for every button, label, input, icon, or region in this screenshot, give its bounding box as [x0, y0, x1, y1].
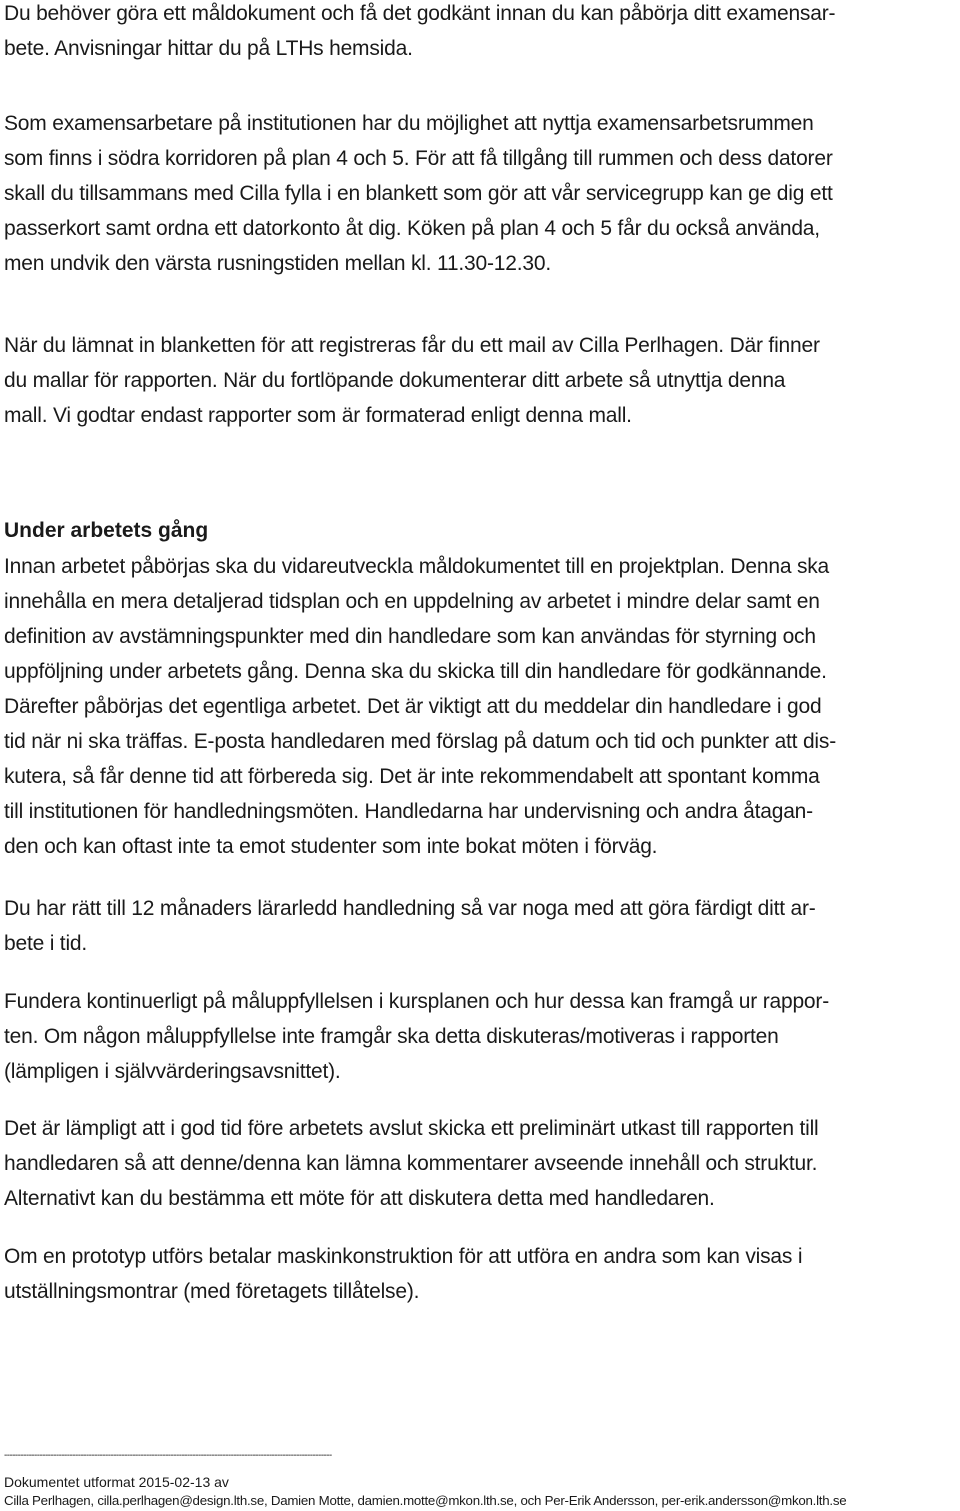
- text-line: tid när ni ska träffas. E-posta handledaren med förslag på datum och tid och punkter att dis-: [4, 730, 836, 753]
- text-line: mall. Vi godtar endast rapporter som är formaterad enligt denna mall.: [4, 404, 632, 427]
- paragraph-supervision-period: [4, 891, 956, 961]
- text-line: innehålla en mera detaljerad tidsplan och en uppdelning av arbetet i mindre delar samt en: [4, 590, 820, 613]
- paragraph-goal-fulfilment: [4, 984, 956, 1089]
- footer-authors: Cilla Perlhagen, cilla.perlhagen@design.lth.se, Damien Motte, damien.motte@mkon.lth.se, och Per-Erik Andersson, per-erik.andersson@mkon.lth.se: [4, 1493, 847, 1508]
- text-line: handledaren så att denne/denna kan lämna kommentarer avseende innehåll och struktur.: [4, 1152, 818, 1175]
- text-line: men undvik den värsta rusningstiden mellan kl. 11.30-12.30.: [4, 252, 551, 275]
- text-line: definition av avstämningspunkter med din handledare som kan användas för styrning och: [4, 625, 816, 648]
- text-line: Som examensarbetare på institutionen har du möjlighet att nyttja examensarbetsrummen: [4, 112, 814, 135]
- text-line: kutera, så får denne tid att förbereda sig. Det är inte rekommendabelt att spontant komma: [4, 765, 820, 788]
- text-line: När du lämnat in blanketten för att registreras får du ett mail av Cilla Perlhagen. Där finner: [4, 334, 820, 357]
- paragraph-prototype: [4, 1239, 956, 1309]
- text-line: den och kan oftast inte ta emot studenter som inte bokat möten i förväg.: [4, 835, 658, 858]
- text-line: du mallar för rapporten. När du fortlöpande dokumenterar ditt arbete så utnyttja denna: [4, 369, 786, 392]
- text-line: Innan arbetet påbörjas ska du vidareutveckla måldokumentet till en projektplan. Denna ska: [4, 555, 830, 578]
- footer-formatted-date: Dokumentet utformat 2015-02-13 av: [4, 1474, 229, 1490]
- text-line: (lämpligen i självvärderingsavsnittet).: [4, 1060, 341, 1083]
- text-line: till institutionen för handledningsmöten. Handledarna har undervisning och andra åtagan-: [4, 800, 813, 823]
- text-line: Om en prototyp utförs betalar maskinkonstruktion för att utföra en andra som kan visas i: [4, 1245, 803, 1268]
- text-line: Du har rätt till 12 månaders lärarledd handledning så var noga med att göra färdigt ditt ar-: [4, 897, 816, 920]
- text-line: Fundera kontinuerligt på måluppfyllelsen i kursplanen och hur dessa kan framgå ur rappor-: [4, 990, 829, 1013]
- paragraph-thesis-goal-document: [4, 0, 956, 66]
- paragraph-thesis-rooms: [4, 106, 956, 281]
- paragraph-draft-report: [4, 1111, 956, 1216]
- text-line: passerkort samt ordna ett datorkonto åt dig. Köken på plan 4 och 5 får du också använda,: [4, 217, 820, 240]
- text-line: skall du tillsammans med Cilla fylla i en blankett som gör att vår servicegrupp kan ge dig ett: [4, 182, 833, 205]
- text-line: bete i tid.: [4, 932, 88, 955]
- text-line: Därefter påbörjas det egentliga arbetet. Det är viktigt att du meddelar din handledare i god: [4, 695, 822, 718]
- text-line: Du behöver göra ett måldokument och få det godkänt innan du kan påbörja ditt examensar-: [4, 2, 836, 25]
- section-heading: Under arbetets gång: [4, 519, 209, 542]
- paragraph-project-plan: [4, 549, 956, 864]
- text-line: utställningsmontrar (med företagets tillåtelse).: [4, 1280, 420, 1303]
- text-line: Det är lämpligt att i god tid före arbetets avslut skicka ett preliminärt utkast till rapporten till: [4, 1117, 819, 1140]
- text-line: bete. Anvisningar hittar du på LTHs hemsida.: [4, 37, 413, 60]
- text-line: uppföljning under arbetets gång. Denna ska du skicka till din handledare för godkännande.: [4, 660, 827, 683]
- text-line: som finns i södra korridoren på plan 4 och 5. För att få tillgång till rummen och dess datorer: [4, 147, 833, 170]
- text-line: ten. Om någon måluppfyllelse inte framgår ska detta diskuteras/motiveras i rapporten: [4, 1025, 779, 1048]
- footer-divider: ------------------------------------------------------------------------------------------------------------------------: [4, 1450, 332, 1461]
- paragraph-report-template: [4, 328, 956, 433]
- text-line: Alternativt kan du bestämma ett möte för att diskutera detta med handledaren.: [4, 1187, 715, 1210]
